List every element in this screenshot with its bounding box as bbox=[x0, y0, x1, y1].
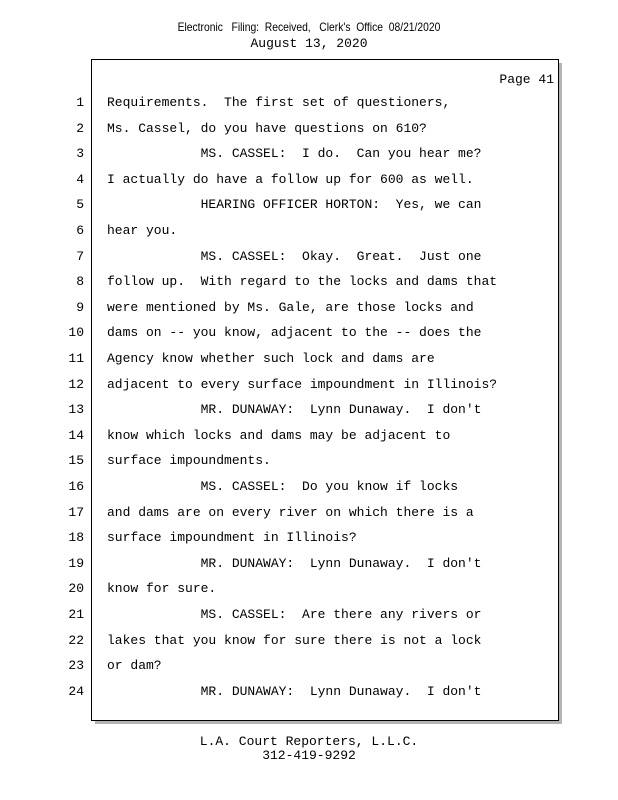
line-number: 22 bbox=[68, 633, 84, 648]
transcript-date: August 13, 2020 bbox=[250, 36, 368, 51]
line-text: or dam? bbox=[107, 658, 162, 673]
line-text: know which locks and dams may be adjacent to bbox=[107, 428, 451, 443]
line-number: 2 bbox=[76, 121, 84, 136]
line-number: 13 bbox=[68, 402, 84, 417]
line-text: know for sure. bbox=[107, 581, 217, 596]
line-text: Agency know whether such lock and dams are bbox=[107, 351, 435, 366]
line-text: MS. CASSEL: Are there any rivers or bbox=[107, 607, 482, 622]
line-number: 16 bbox=[68, 479, 84, 494]
line-number: 23 bbox=[68, 658, 84, 673]
line-text: follow up. With regard to the locks and dams that bbox=[107, 274, 498, 289]
line-text: dams on -- you know, adjacent to the -- does the bbox=[107, 325, 482, 340]
line-text: MR. DUNAWAY: Lynn Dunaway. I don't bbox=[107, 402, 482, 417]
line-text: were mentioned by Ms. Gale, are those locks and bbox=[107, 300, 474, 315]
line-number: 12 bbox=[68, 377, 84, 392]
line-number: 19 bbox=[68, 556, 84, 571]
line-number: 4 bbox=[76, 172, 84, 187]
line-number: 14 bbox=[68, 428, 84, 443]
page-number: Page 41 bbox=[499, 72, 554, 87]
footer-phone: 312-419-9292 bbox=[262, 748, 356, 763]
line-number: 5 bbox=[76, 197, 84, 212]
line-number: 24 bbox=[68, 684, 84, 699]
line-text: MS. CASSEL: I do. Can you hear me? bbox=[107, 146, 482, 161]
line-number: 1 bbox=[76, 95, 84, 110]
line-text: MS. CASSEL: Okay. Great. Just one bbox=[107, 249, 482, 264]
line-text: adjacent to every surface impoundment in Illinois? bbox=[107, 377, 498, 392]
line-text: Requirements. The first set of questioners, bbox=[107, 95, 451, 110]
line-text: MS. CASSEL: Do you know if locks bbox=[107, 479, 459, 494]
line-number: 20 bbox=[68, 581, 84, 596]
line-number: 9 bbox=[76, 300, 84, 315]
line-number: 11 bbox=[68, 351, 84, 366]
line-number: 6 bbox=[76, 223, 84, 238]
line-text: surface impoundments. bbox=[107, 453, 271, 468]
line-text: MR. DUNAWAY: Lynn Dunaway. I don't bbox=[107, 556, 482, 571]
line-text: lakes that you know for sure there is not a lock bbox=[107, 633, 482, 648]
line-text: Ms. Cassel, do you have questions on 610? bbox=[107, 121, 427, 136]
line-text: HEARING OFFICER HORTON: Yes, we can bbox=[107, 197, 482, 212]
line-text: MR. DUNAWAY: Lynn Dunaway. I don't bbox=[107, 684, 482, 699]
line-number: 18 bbox=[68, 530, 84, 545]
line-text: hear you. bbox=[107, 223, 178, 238]
line-number: 17 bbox=[68, 505, 84, 520]
line-number: 8 bbox=[76, 274, 84, 289]
line-text: surface impoundment in Illinois? bbox=[107, 530, 357, 545]
line-number: 7 bbox=[76, 249, 84, 264]
footer-company: L.A. Court Reporters, L.L.C. bbox=[199, 734, 419, 749]
line-number: 10 bbox=[68, 325, 84, 340]
filing-stamp: Electronic Filing: Received, Clerk's Office 08/21/2020 bbox=[177, 20, 441, 34]
line-text: and dams are on every river on which there is a bbox=[107, 505, 474, 520]
line-number: 21 bbox=[68, 607, 84, 622]
line-number: 3 bbox=[76, 146, 84, 161]
line-number: 15 bbox=[68, 453, 84, 468]
line-text: I actually do have a follow up for 600 as well. bbox=[107, 172, 474, 187]
